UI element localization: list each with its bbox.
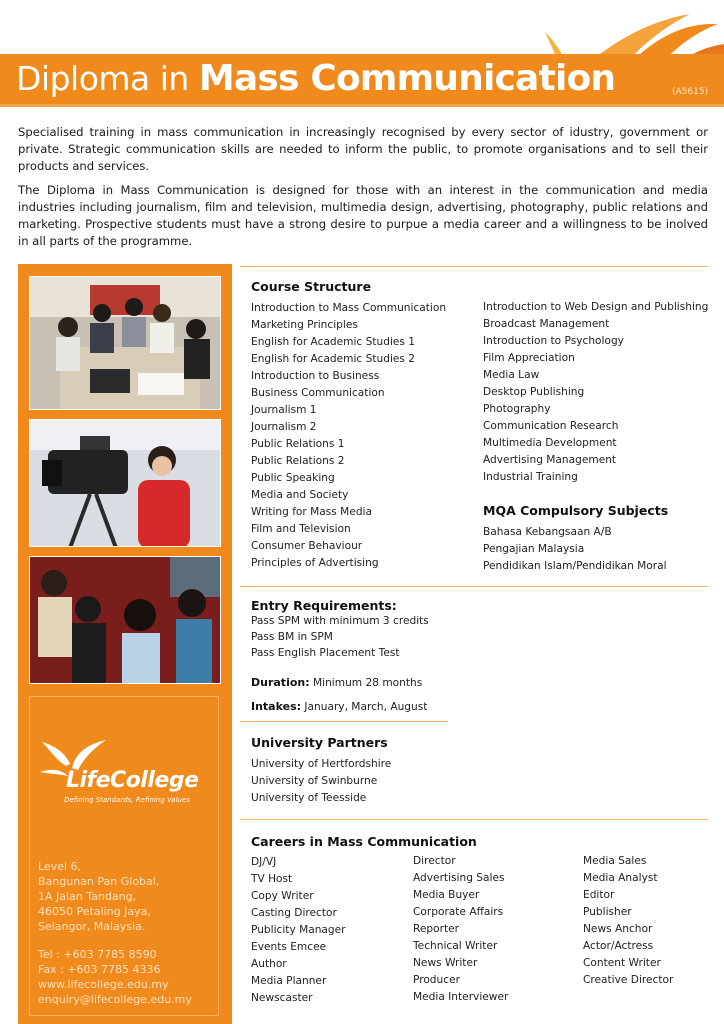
course-item: Multimedia Development: [483, 437, 617, 449]
course-item: Photography: [483, 403, 551, 415]
title-bold: Mass Communication: [198, 58, 616, 99]
course-item: Introduction to Business: [251, 370, 380, 382]
course-item: Introduction to Mass Communication: [251, 302, 447, 314]
career-item: Corporate Affairs: [413, 906, 504, 918]
duration-row: [251, 671, 422, 690]
mqa-item: Pendidikan Islam/Pendidikan Moral: [483, 560, 667, 572]
mqa-heading: MQA Compulsory Subjects: [483, 503, 669, 518]
fax-line: Fax : +603 7785 4336: [38, 963, 161, 976]
course-item: Public Relations 1: [251, 438, 345, 450]
course-item: Film Appreciation: [483, 352, 575, 364]
career-item: Media Analyst: [583, 872, 658, 884]
course-item: Public Speaking: [251, 472, 335, 484]
course-item: Media Law: [483, 369, 540, 381]
course-item: Journalism 1: [251, 404, 317, 416]
course-item: English for Academic Studies 2: [251, 353, 416, 365]
course-structure-heading: Course Structure: [251, 279, 372, 294]
intakes-label: Intakes:: [251, 700, 302, 713]
career-item: Publisher: [583, 906, 632, 918]
address-line: Level 6,: [38, 860, 82, 873]
career-item: Copy Writer: [251, 890, 314, 902]
course-item: Communication Research: [483, 420, 619, 432]
address-line: 1A Jalan Tandang,: [38, 890, 137, 903]
course-item: Industrial Training: [483, 471, 578, 483]
career-item: Media Sales: [583, 855, 647, 867]
partners-heading: University Partners: [251, 735, 388, 750]
phone-line: Tel : +603 7785 8590: [38, 948, 157, 961]
course-item: Consumer Behaviour: [251, 540, 363, 552]
divider: [240, 721, 448, 722]
course-item: Public Relations 2: [251, 455, 345, 467]
career-item: TV Host: [251, 873, 293, 885]
career-item: Media Buyer: [413, 889, 480, 901]
intro-paragraph-1: Specialised training in mass communication in increasingly recognised by every sector of idustry, government or private. Strategic communication skills are needed to inform the public, to promote organisations and to sell their products and services.: [18, 125, 708, 173]
partner-item: University of Swinburne: [251, 775, 378, 787]
entry-item: Pass SPM with minimum 3 credits: [251, 615, 429, 627]
email-link[interactable]: enquiry@lifecollege.edu.my: [38, 993, 192, 1006]
course-item: Desktop Publishing: [483, 386, 585, 398]
intro-paragraph-2: The Diploma in Mass Communication is designed for those with an interest in the communication and media industries including journalism, film and television, multimedia design, advertising, photography, public relations and marketing. Prospective students must have a strong desire to purpue a media career and a willingness to be inolved in all parts of the programme.: [18, 183, 708, 248]
career-item: Creative Director: [583, 974, 674, 986]
photo-students-group-study: [29, 276, 221, 410]
career-item: Editor: [583, 889, 615, 901]
career-item: Publicity Manager: [251, 924, 346, 936]
career-item: Actor/Actress: [583, 940, 654, 952]
photo-students-posing: [29, 556, 221, 684]
website-link[interactable]: www.lifecollege.edu.my: [38, 978, 169, 991]
partner-item: University of Teesside: [251, 792, 367, 804]
course-item: Introduction to Psychology: [483, 335, 624, 347]
career-item: Reporter: [413, 923, 459, 935]
career-item: Producer: [413, 974, 460, 986]
duration-value: Minimum 28 months: [309, 677, 423, 689]
intakes-value: January, March, August: [301, 701, 428, 713]
course-code: (A5615): [672, 87, 709, 97]
header-underline: [0, 104, 724, 107]
partner-item: University of Hertfordshire: [251, 758, 392, 770]
career-item: Events Emcee: [251, 941, 327, 953]
course-item: Writing for Mass Media: [251, 506, 372, 518]
course-item: English for Academic Studies 1: [251, 336, 416, 348]
intakes-row: [251, 695, 427, 714]
address-line: Selangor, Malaysia.: [38, 920, 146, 933]
photo-video-camera: [29, 419, 221, 547]
career-item: Technical Writer: [413, 940, 498, 952]
page-title: [16, 58, 615, 102]
mqa-item: Bahasa Kebangsaan A/B: [483, 526, 612, 538]
course-item: Marketing Principles: [251, 319, 358, 331]
career-item: News Writer: [413, 957, 478, 969]
career-item: News Anchor: [583, 923, 653, 935]
course-item: Advertising Management: [483, 454, 617, 466]
career-item: Director: [413, 855, 456, 867]
divider: [240, 586, 708, 587]
entry-heading: Entry Requirements:: [251, 598, 397, 613]
title-light: Diploma in: [16, 59, 199, 98]
course-item: Principles of Advertising: [251, 557, 379, 569]
entry-item: Pass BM in SPM: [251, 631, 333, 643]
course-item: Journalism 2: [251, 421, 317, 433]
career-item: Media Planner: [251, 975, 327, 987]
address-line: 46050 Petaling Jaya,: [38, 905, 151, 918]
course-item: Introduction to Web Design and Publishing: [483, 301, 709, 313]
address-line: Bangunan Pan Global,: [38, 875, 160, 888]
career-item: Casting Director: [251, 907, 337, 919]
divider: [240, 266, 708, 267]
course-item: Business Communication: [251, 387, 385, 399]
career-item: Author: [251, 958, 287, 970]
logo-wordmark: LifeCollege: [66, 768, 199, 793]
career-item: Newscaster: [251, 992, 313, 1004]
course-item: Media and Society: [251, 489, 349, 501]
course-item: Film and Television: [251, 523, 351, 535]
course-item: Broadcast Management: [483, 318, 610, 330]
duration-label: Duration:: [251, 676, 310, 689]
logo-tagline: Defining Standards, Refining Values: [64, 796, 190, 804]
entry-item: Pass English Placement Test: [251, 647, 400, 659]
career-item: DJ/VJ: [251, 856, 277, 868]
careers-heading: Careers in Mass Communication: [251, 834, 477, 849]
divider: [240, 819, 708, 820]
mqa-item: Pengajian Malaysia: [483, 543, 585, 555]
career-item: Content Writer: [583, 957, 661, 969]
career-item: Advertising Sales: [413, 872, 505, 884]
career-item: Media Interviewer: [413, 991, 509, 1003]
